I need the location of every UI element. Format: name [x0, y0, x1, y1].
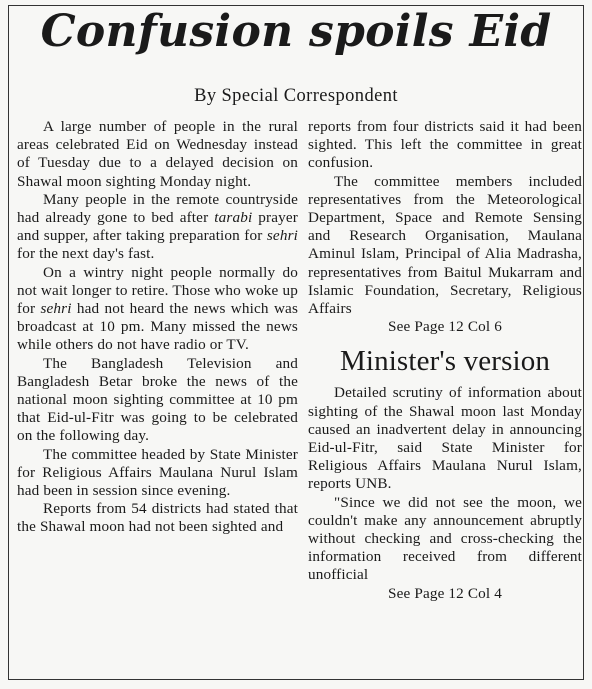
paragraph: "Since we did not see the moon, we couldn't make any announcement abruptly without checking and cross-checking the information received from different unofficial [308, 493, 582, 584]
paragraph: The committee members included representatives from the Meteorological Department, Space and Remote Sensing and Research Organisation, Maulana Aminul Islam, Principal of Alia Madrasha, representatives from Baitul Mukarram and Islamic Foundation, Secretary, Religious Affairs [308, 172, 582, 318]
paragraph: The Bangladesh Television and Bangladesh Betar broke the news of the national moon sighting committee at 10 pm that Eid-ul-Fitr was going to be celebrated on the following day. [17, 354, 298, 445]
article-column-2 [308, 118, 582, 603]
headline: Confusion spoils Eid [40, 6, 552, 57]
subheading: Minister's version [339, 345, 551, 378]
paragraph: Detailed scrutiny of information about sighting of the Shawal moon last Monday caused an inadvertent delay in announcing Eid-ul-Fitr, said State Minister for Religious Affairs Maulana Nurul Islam, reports UNB. [308, 384, 582, 493]
paragraph: On a wintry night people normally do not wait longer to retire. Those who woke up for sehri had not heard the news which was broadcast at 10 pm. Many missed the news while others do not have radio or TV. [17, 263, 299, 354]
continuation-note: See Page 12 Col 6 [388, 318, 502, 336]
byline: By Special Correspondent [194, 86, 398, 106]
paragraph: A large number of people in the rural areas celebrated Eid on Wednesday instead of Tuesday due to a delayed decision on Shawal moon sighting Monday night. [17, 118, 298, 190]
paragraph: The committee headed by State Minister for Religious Affairs Maulana Nurul Islam had been in session since evening. [17, 445, 298, 500]
article-column-1 [17, 118, 298, 537]
paragraph: Many people in the remote countryside had already gone to bed after tarabi prayer and supper, after taking preparation for sehri for the next day's fast. [17, 190, 298, 263]
paragraph: Reports from 54 districts had stated that the Shawal moon had not been sighted and [17, 500, 298, 536]
paragraph: reports from four districts said it had been sighted. This left the committee in great confusion. [308, 118, 582, 172]
continuation-note: See Page 12 Col 4 [388, 584, 502, 602]
